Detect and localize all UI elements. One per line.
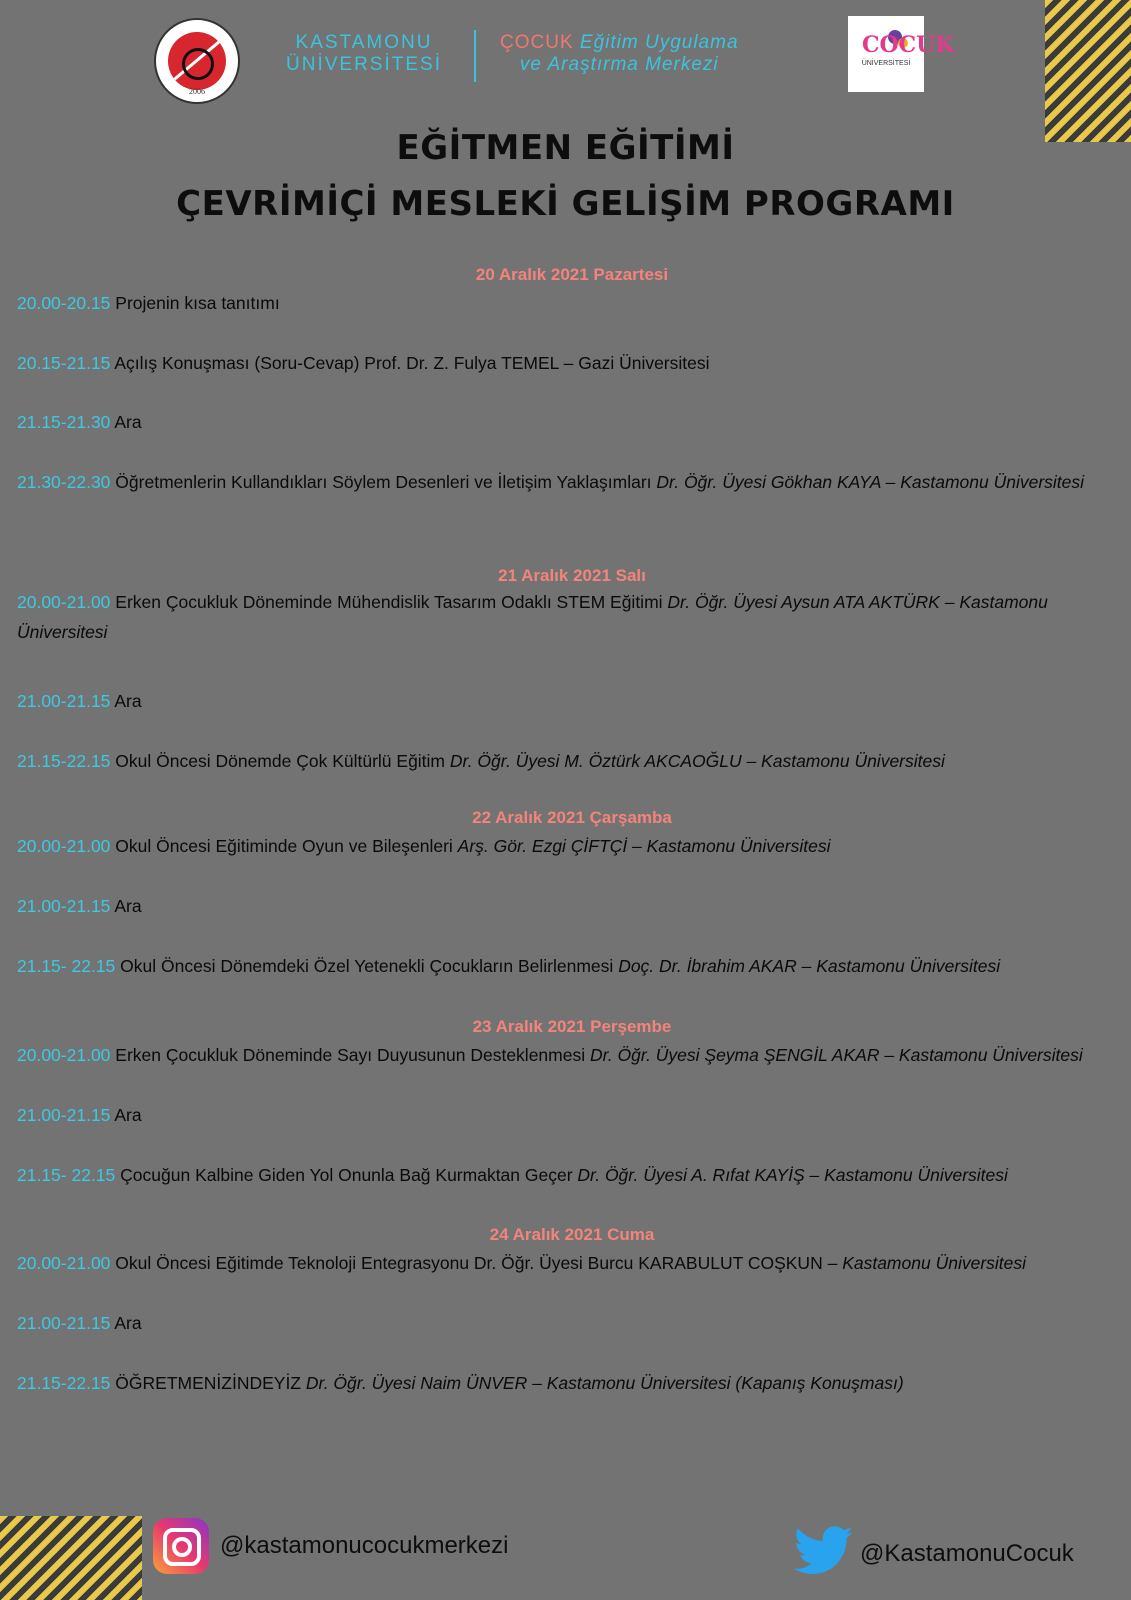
decorative-stripes-bottom-left (0, 1516, 142, 1600)
session-item: 21.15- 22.15 Çocuğun Kalbine Giden Yol Onunla Bağ Kurmaktan Geçer Dr. Öğr. Üyesi A. Rıfat KAYİŞ – Kastamonu Üniversitesi (17, 1165, 1008, 1185)
session-item: 21.15-22.15 ÖĞRETMENİZİNDEYİZ Dr. Öğr. Üyesi Naim ÜNVER – Kastamonu Üniversitesi (Kapanış Konuşması) (17, 1373, 904, 1393)
center-name: ÇOCUK Eğitim Uygulama ve Araştırma Merkezi (500, 32, 739, 75)
session-item: 21.30-22.30 Öğretmenlerin Kullandıkları Söylem Desenleri ve İletişim Yaklaşımları Dr. Öğr. Üyesi Gökhan KAYA – Kastamonu Üniversitesi (17, 472, 1085, 492)
instagram-icon[interactable] (153, 1518, 209, 1574)
session-item: 21.00-21.15 Ara (17, 1105, 142, 1125)
session-item: 21.15-21.30 Ara (17, 412, 142, 432)
day-heading: 22 Aralık 2021 Çarşamba (472, 808, 672, 827)
day-heading: 21 Aralık 2021 Salı (498, 566, 646, 585)
cocuk-universitesi-logo: COCUK ÜNİVERSİTESİ (848, 16, 924, 92)
twitter-bird-icon[interactable] (794, 1526, 854, 1576)
session-item: 20.00-21.00 Okul Öncesi Eğitiminde Oyun ve Bileşenleri Arş. Gör. Ezgi ÇİFTÇİ – Kastamonu Üniversitesi (17, 836, 831, 856)
university-seal-logo: 2006 (154, 18, 240, 104)
university-name: KASTAMONU ÜNİVERSİTESİ (286, 32, 442, 75)
session-item: 21.00-21.15 Ara (17, 896, 142, 916)
instagram-handle[interactable]: @kastamonucocukmerkezi (220, 1532, 509, 1559)
session-item: 21.15-22.15 Okul Öncesi Dönemde Çok Kültürlü Eğitim Dr. Öğr. Üyesi M. Öztürk AKCAOĞLU – Kastamonu Üniversitesi (17, 751, 945, 771)
day-heading: 20 Aralık 2021 Pazartesi (475, 265, 669, 284)
day-heading: 24 Aralık 2021 Cuma (489, 1225, 655, 1244)
session-item: 21.00-21.15 Ara (17, 1313, 142, 1333)
header (0, 16, 1131, 96)
header-divider (474, 30, 476, 82)
session-item: 20.00-21.00 Okul Öncesi Eğitimde Teknoloji Entegrasyonu Dr. Öğr. Üyesi Burcu KARABULUT COŞKUN – Kastamonu Üniversitesi (17, 1253, 1027, 1273)
day-heading: 23 Aralık 2021 Perşembe (472, 1017, 672, 1036)
session-item: 20.00-21.00 Erken Çocukluk Döneminde Mühendislik Tasarım Odaklı STEM Eğitimi Dr. Öğr. Üyesi Aysun ATA AKTÜRK – Kastamonu Üniversitesi (17, 592, 1048, 642)
page-title: EĞİTMEN EĞİTİMİ ÇEVRİMİÇİ MESLEKİ GELİŞİM PROGRAMI (176, 128, 955, 224)
session-item: 21.00-21.15 Ara (17, 691, 142, 711)
session-item: 20.15-21.15 Açılış Konuşması (Soru-Cevap) Prof. Dr. Z. Fulya TEMEL – Gazi Üniversitesi (17, 353, 710, 373)
session-item: 20.00-20.15 Projenin kısa tanıtımı (17, 293, 280, 313)
session-item: 21.15- 22.15 Okul Öncesi Dönemdeki Özel Yetenekli Çocukların Belirlenmesi Doç. Dr. İbrahim AKAR – Kastamonu Üniversitesi (17, 956, 1001, 976)
session-item: 20.00-21.00 Erken Çocukluk Döneminde Sayı Duyusunun Desteklenmesi Dr. Öğr. Üyesi Şeyma ŞENGİL AKAR – Kastamonu Üniversitesi (17, 1045, 1083, 1065)
twitter-handle[interactable]: @KastamonuCocuk (860, 1540, 1074, 1567)
